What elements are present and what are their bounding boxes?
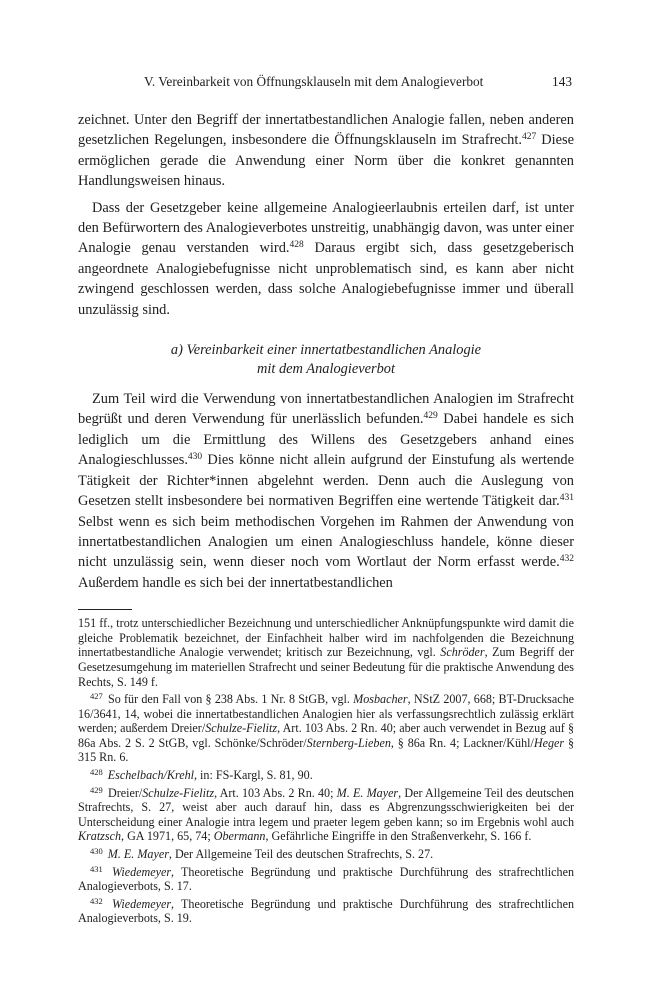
- footnote-ref-429[interactable]: 429: [423, 411, 438, 422]
- footnotes: [78, 616, 574, 926]
- author-name: Wiedemeyer: [111, 896, 172, 911]
- text-run: Diese ermöglichen gerade die Anwendung einer Norm über die konkret genannten Handlungsweisen hinaus.: [78, 132, 574, 190]
- footnote-number: 431: [90, 863, 103, 874]
- footnote-number: 432: [90, 895, 103, 906]
- text-run: § 315 Rn. 6.: [78, 735, 574, 765]
- author-name: Wiedemeyer: [111, 864, 172, 879]
- text-run: Dass der Gesetzgeber keine allgemeine Analogieerlaubnis erteilen darf, ist unter den Befürwortern des Analogieverbotes unstreitig, unabhängig davon, was unter einer Analogie genau verstanden wird.: [78, 199, 574, 257]
- footnote-rule: [78, 609, 132, 610]
- page-number: 143: [552, 74, 572, 89]
- author-name: M. E. Mayer: [336, 785, 399, 800]
- text-run: Zum Teil wird die Verwendung von innertatbestandlichen Analogien im Strafrecht begrüßt und deren Verwendung für unerlässlich befunden.: [78, 391, 574, 428]
- footnote-ref-428[interactable]: 428: [289, 240, 304, 251]
- author-name: Sternberg-Lieben: [306, 735, 391, 750]
- footnote-ref-432[interactable]: 432: [559, 554, 574, 565]
- page: [78, 74, 574, 929]
- text-run: Dreier/: [104, 785, 143, 800]
- section-heading: [78, 341, 574, 379]
- footnote-ref-431[interactable]: 431: [559, 493, 574, 504]
- section-heading-line-1: a) Vereinbarkeit einer innertatbestandlichen Analogie: [170, 342, 482, 359]
- author-name: Heger: [533, 735, 565, 750]
- paragraph-3: [78, 389, 574, 593]
- footnote-428: [78, 768, 574, 783]
- author-name: Obermann: [213, 829, 266, 844]
- author-name: Schröder: [440, 645, 485, 660]
- author-name: Schulze-Fielitz: [142, 785, 215, 800]
- text-run: Selbst wenn es sich beim methodischen Vorgehen im Rahmen der Anwendung von innertatbestandlichen Analogien um einen Analogieschluss handele, könne dieser nicht unzulässig sein, wenn dieser noch vom Wortlaut der Norm erfasst werde.: [78, 513, 574, 571]
- footnote-number: 429: [90, 784, 103, 795]
- text-run: Dies könne nicht allein aufgrund der Einstufung als wertende Tätigkeit der Richter*innen abgelehnt werden. Denn auch die Auslegung von Gesetzen stellt insbesondere bei normativen Begriffen eine wertende Tätigkeit dar.: [78, 452, 574, 510]
- footnote-432: [78, 897, 574, 926]
- text-run: , in: FS-Kargl, S. 81, 90.: [194, 768, 313, 783]
- footnote-ref-427[interactable]: 427: [521, 132, 537, 143]
- text-run: , GA 1971, 65, 74;: [121, 829, 214, 844]
- text-run: , § 86a Rn. 4; Lackner/Kühl/: [390, 735, 534, 750]
- footnote-430: [78, 847, 574, 862]
- paragraph-2: [78, 198, 574, 320]
- text-run: , Der Allgemeine Teil des deutschen Strafrechts, S. 27, weist aber auch darauf hin, dass es Abgrenzungsschwierigkeiten bei der Unterscheidung einer Analogie intra legem und praeter legem geben kann; so im Ergebnis wohl auch: [78, 785, 574, 829]
- text-run: , Theoretische Begründung und praktische Durchführung des strafrechtlichen Analogieverbots, S. 19.: [78, 896, 575, 926]
- text-run: , Art. 103 Abs. 2 Rn. 40;: [214, 785, 337, 800]
- author-name: M. E. Mayer: [107, 847, 169, 862]
- footnote-427: [78, 692, 574, 765]
- section-heading-line-2: mit dem Analogieverbot: [256, 361, 396, 378]
- body-text: [78, 110, 574, 593]
- footnote-number: 428: [90, 767, 103, 778]
- author-name: Kratzsch: [78, 829, 122, 844]
- paragraph-1: [78, 110, 574, 192]
- text-run: Daraus ergibt sich, dass gesetzgeberisch angeordnete Analogiebefugnisse nicht unproblematisch sind, es kann aber nicht zwingend geschlossen werden, dass solche Analogiebefugnisse immer und überall unzulässig sind.: [78, 240, 574, 318]
- text-run: Außerdem handle es sich bei der innertatbestandlichen: [78, 574, 393, 591]
- footnote-continuation: [78, 616, 574, 689]
- text-run: , Zum Begriff der Gesetzesumgehung im materiellen Strafrecht und seiner Bedeutung für die praktische Anwendung des Rechts, S. 149 f.: [78, 645, 574, 689]
- text-run: , NStZ 2007, 668; BT-Drucksache 16/3641, 14, wobei die innertatbestandlichen Analogien hier als verfassungsrechtlich zulässig erklärt werden; außerdem Dreier/: [78, 692, 574, 736]
- author-name: Mosbacher: [353, 692, 408, 707]
- text-run: 151 ff., trotz unterschiedlicher Bezeichnung und unterschiedlicher Anknüpfungspunkte wird damit die gleiche Problematik bezeichnet, der Einfachheit halber wird im nachfolgenden die Bezeichnung innertatbestandliche Analogie verwendet; kritisch zur Bezeichnung, vgl.: [78, 616, 574, 660]
- footnote-431: [78, 865, 574, 894]
- footnote-number: 427: [90, 691, 103, 702]
- text-run: So für den Fall von § 238 Abs. 1 Nr. 8 StGB, vgl.: [104, 692, 354, 707]
- footnote-429: [78, 786, 574, 844]
- author-name: Schulze-Fielitz: [205, 721, 278, 736]
- footnote-number: 430: [90, 846, 103, 857]
- text-run: Dabei handele es sich lediglich um die Ermittlung des Willens des Gesetzgebers anhand eines Analogieschlusses.: [78, 411, 574, 469]
- text-run: , Theoretische Begründung und praktische Durchführung des strafrechtlichen Analogieverbots, S. 17.: [78, 864, 575, 894]
- text-run: , Gefährliche Eingriffe in den Straßenverkehr, S. 166 f.: [265, 829, 532, 844]
- author-name: Eschelbach/Krehl: [107, 768, 194, 783]
- running-head: [78, 74, 574, 90]
- footnote-ref-430[interactable]: 430: [187, 452, 203, 463]
- text-run: , Der Allgemeine Teil des deutschen Strafrechts, S. 27.: [168, 847, 434, 862]
- text-run: zeichnet. Unter den Begriff der innertatbestandlichen Analogie fallen, neben anderen gesetzlichen Regelungen, insbesondere die Öffnungsklauseln im Strafrecht.: [78, 112, 574, 149]
- running-head-title: V. Vereinbarkeit von Öffnungsklauseln mit dem Analogieverbot: [144, 74, 484, 89]
- text-run: , Art. 103 Abs. 2 Rn. 40; aber auch verwendet in Bezug auf § 86a Abs. 2 S. 2 StGB, vgl. Schönke/Schröder/: [78, 721, 574, 750]
